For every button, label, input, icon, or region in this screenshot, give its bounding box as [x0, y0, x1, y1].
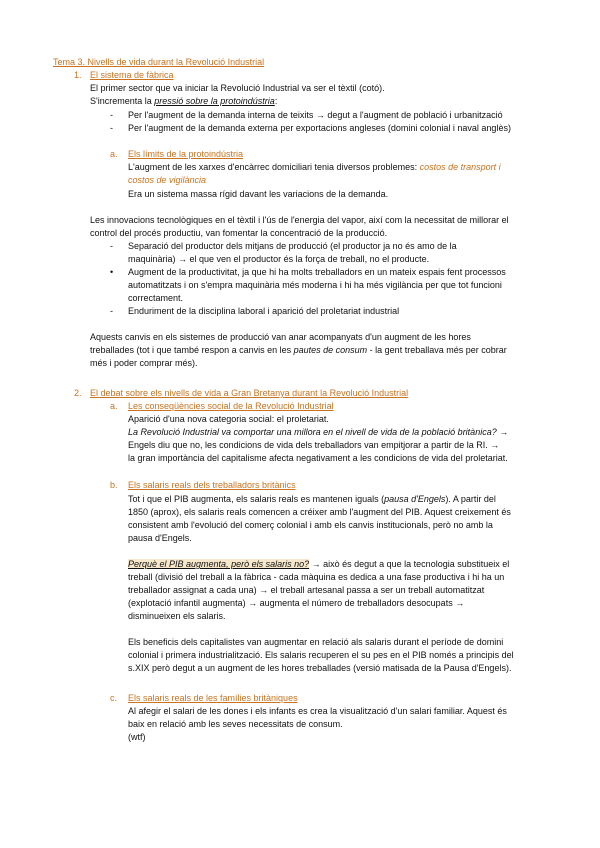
bullet-dash: -	[110, 110, 113, 120]
s2a-line-2-post: →	[496, 427, 509, 437]
s2a-line-2-em: La Revolució Industrial va comportar una millora en el nivell de vida de la població britànica?	[128, 427, 497, 437]
s1-line-2-pre: S'incrementa la	[90, 96, 155, 106]
s2c-line-2: baix en relació amb les seves necessitats de consum.	[128, 719, 343, 729]
s2b-line-2: 1850 (aprox), els salaris reals comencen a créixer amb l'augment del PIB. Aquest creixement és	[128, 507, 511, 517]
s2c-line-3: (wtf)	[128, 732, 146, 742]
s2b-mid-4: (explotació infantil augmenta) → augmenta el número de treballadors desocupats →	[128, 598, 465, 608]
section-2-heading: El debat sobre els nivells de vida a Gran Bretanya durant la Revolució Industrial	[90, 388, 409, 398]
s2b-letter: b.	[110, 480, 118, 490]
bullet-dash: -	[110, 306, 113, 316]
s1-closing-2-pre: treballades (tot i que també respon a canvis en les	[90, 345, 294, 355]
s1-closing-3: més i poder comprar més).	[90, 358, 198, 368]
s1a-heading: Els límits de la protoindústria	[128, 149, 244, 159]
s2a-heading: Les conseqüències social de la Revolució Industrial	[128, 401, 334, 411]
s2a-letter: a.	[110, 401, 118, 411]
s1-change-2a: Augment de la productivitat, ja que hi ha molts treballadors en un mateix espais fent processos	[128, 267, 506, 277]
s1-bullet-2: Per l'augment de la demanda externa per exportacions angleses (domini colonial i naval anglès)	[128, 123, 511, 133]
s2b-mid-5: disminueixen els salaris.	[128, 611, 226, 621]
s1-change-3: Enduriment de la disciplina laboral i aparició del proletariat industrial	[128, 306, 400, 316]
s2b-heading: Els salaris reals dels treballadors britànics	[128, 480, 296, 490]
s1a-line-1	[128, 161, 501, 173]
s1-change-1b: maquinària) → el que ven el productor és la força de treball, no el producte.	[128, 254, 430, 264]
s1-para-2: control del procés productiu, van fomentar la concentració de la producció.	[90, 228, 388, 238]
s2b-question-line	[128, 558, 509, 570]
s1-change-2b: automatitzats i on s'empra maquinària més moderna i hi ha més vigilància per que tot funcioni	[128, 280, 502, 290]
s1a-letter: a.	[110, 149, 118, 159]
bullet-dash: -	[110, 123, 113, 133]
s1a-line-1-em: costos de transport i	[419, 162, 501, 172]
s1-bullet-1: Per l'augment de la demanda interna de teixits → degut a l'augment de població i urbanització	[128, 110, 503, 120]
bullet-dash: -	[110, 241, 113, 251]
s2b-mid-2: treball (divisió del treball a la fàbrica - cada màquina es dedica a una fase productiva i hi ha un	[128, 572, 505, 582]
s1-closing-2	[90, 344, 507, 356]
s2b-line-1-pre: Tot i que el PIB augmenta, els salaris reals es mantenen iguals (	[128, 494, 385, 504]
s2b-line-3: consistent amb l'evolució del comerç colonial i amb els canvis institucionals, però no amb la	[128, 520, 493, 530]
s1-line-2-em: pressió sobre la protoindústria	[154, 96, 275, 106]
section-1-heading: El sistema de fàbrica	[90, 70, 174, 80]
bullet-dot: •	[110, 267, 114, 277]
s2b-question: Perquè el PIB augmenta, però els salaris no?	[128, 559, 310, 569]
s1-change-1a: Separació del productor dels mitjans de producció (el productor ja no és amo de la	[128, 241, 457, 251]
s2a-line-1: Aparició d'una nova categoria social: el proletariat.	[128, 414, 329, 424]
s2c-heading: Els salaris reals de les famílies britàniques	[128, 693, 298, 703]
s2a-line-2	[128, 426, 508, 438]
s2a-line-3: Engels diu que no, les condicions de vida dels treballadors van empitjorar a partir de la RI. →	[128, 440, 500, 450]
s1-closing-2-post: - la gent treballava més per cobrar	[367, 345, 507, 355]
s2b-end-2: colonial i primera industrialització. Els salaris recuperen el su pes en el PIB només a principis del	[128, 650, 514, 660]
s1-line-2-post: :	[274, 96, 278, 106]
s2a-line-4: la gran importància del capitalisme afecta negativament a les condicions de vida del proletariat.	[128, 453, 508, 463]
s2b-line-4: pausa d'Engels.	[128, 533, 192, 543]
section-1-number: 1.	[74, 70, 82, 80]
s2c-line-1: Al afegir el salari de les dones i els infants es crea la visualització d'un salari familiar. Aquest és	[128, 706, 507, 716]
s1-line-2	[90, 95, 277, 107]
s2b-end-3: s.XIX però degut a un augment de les hores treballades (versió matisada de la Pausa d'Engels).	[128, 663, 512, 673]
s1a-line-2: costos de vigilància	[128, 175, 207, 185]
s2b-line-1-em: pausa d'Engels	[384, 494, 446, 504]
document-title: Tema 3. Nivells de vida durant la Revolució Industrial	[53, 57, 265, 67]
s1-para-1: Les innovacions tecnològiques en el tèxtil i l'ús de l'energia del vapor, així com la necessitat de millorar el	[90, 215, 509, 225]
s1-closing-2-em: pautes de consum	[293, 345, 368, 355]
s1a-line-1-pre: L'augment de les xarxes d'encàrrec domiciliari tenia diversos problemes:	[128, 162, 420, 172]
s2b-mid-3: treballador assignat a cada una) → el treball artesanal passa a ser un treball automatitzat	[128, 585, 485, 595]
s1-line-1: El primer sector que va iniciar la Revolució Industrial va ser el tèxtil (cotó).	[90, 83, 385, 93]
s2b-line-1-post: ). A partir del	[445, 494, 496, 504]
s2b-end-1: Els beneficis dels capitalistes van augmentar en relació als salaris durant el període de domini	[128, 637, 504, 647]
s2b-line-1	[128, 493, 496, 505]
s2c-letter: c.	[110, 693, 118, 703]
section-2-number: 2.	[74, 388, 82, 398]
s2b-question-post: → això és degut a que la tecnologia substitueix el	[309, 559, 510, 569]
s1-change-2c: correctament.	[128, 293, 184, 303]
s1-closing-1: Aquests canvis en els sistemes de producció van anar acompanyats d'un augment de les hores	[90, 332, 471, 342]
s1a-line-3: Era un sistema massa rígid davant les variacions de la demanda.	[128, 189, 389, 199]
